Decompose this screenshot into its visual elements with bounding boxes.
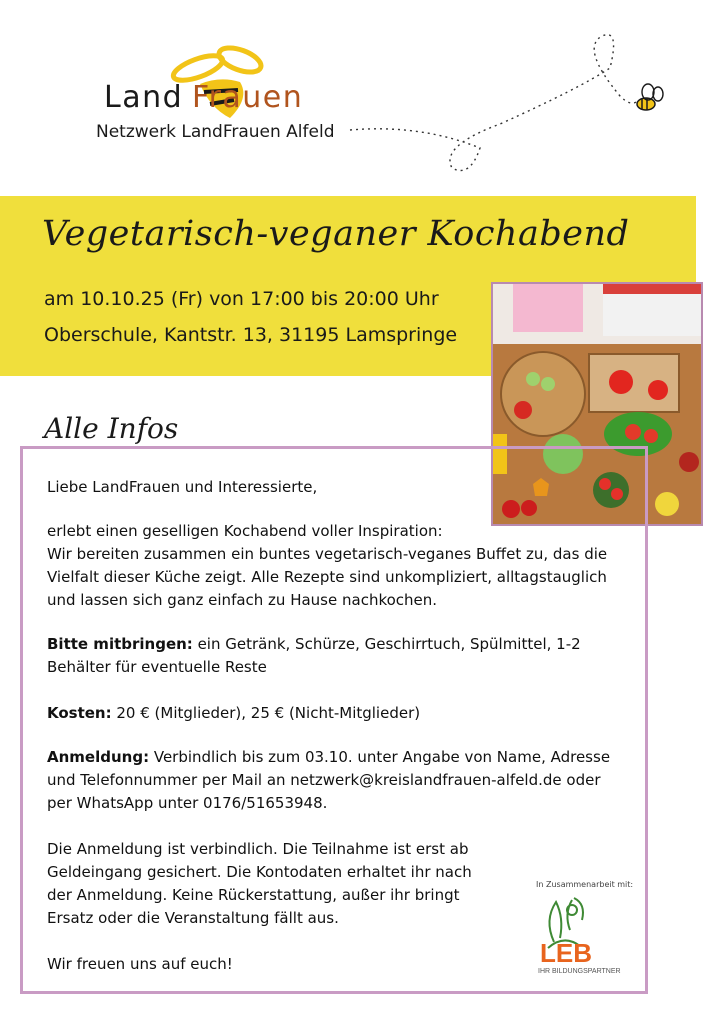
terms-line: Die Anmeldung ist verbindlich. Die Teilnahme ist erst ab (47, 840, 469, 858)
intro-line: Wir bereiten zusammen ein buntes vegetarisch-veganes Buffet zu, das die (47, 545, 608, 563)
closing-line: Wir freuen uns auf euch! (47, 955, 233, 973)
registration-text: per WhatsApp unter 0176/51653948. (47, 794, 328, 812)
leb-name: LEB (540, 938, 592, 968)
leb-tagline: IHR BILDUNGSPARTNER (538, 968, 621, 975)
intro-line: Vielfalt dieser Küche zeigt. Alle Rezepte sind unkompliziert, alltagstauglich (47, 568, 607, 586)
bring-text: Behälter für eventuelle Reste (47, 658, 267, 676)
terms-line: Geldeingang gesichert. Die Kontodaten erhaltet ihr nach (47, 863, 472, 881)
bring-paragraph (47, 633, 581, 655)
event-location: Oberschule, Kantstr. 13, 31195 Lamspringe (44, 324, 458, 346)
event-date: am 10.10.25 (Fr) von 17:00 bis 20:00 Uhr (44, 288, 439, 310)
cost-paragraph (47, 702, 420, 724)
registration-label: Anmeldung: (47, 748, 150, 766)
cost-text: 20 € (Mitglieder), 25 € (Nicht-Mitglieder) (111, 704, 421, 722)
bee-flight-path (340, 28, 680, 188)
info-heading: Alle Infos (44, 412, 179, 445)
small-bee-icon (637, 84, 663, 110)
leb-logo (534, 890, 626, 976)
bring-text: ein Getränk, Schürze, Geschirrtuch, Spülmittel, 1-2 (192, 635, 581, 653)
event-title: Vegetarisch-veganer Kochabend (42, 214, 630, 254)
bring-label: Bitte mitbringen: (47, 635, 193, 653)
registration-text: Verbindlich bis zum 03.10. unter Angabe von Name, Adresse (149, 748, 611, 766)
terms-line: Ersatz oder die Veranstaltung fällt aus. (47, 909, 339, 927)
intro-line: erlebt einen geselligen Kochabend voller Inspiration: (47, 522, 443, 540)
registration-paragraph (47, 746, 610, 768)
greeting: Liebe LandFrauen und Interessierte, (47, 478, 318, 496)
registration-text: und Telefonnummer per Mail an netzwerk@kreislandfrauen-alfeld.de oder (47, 771, 601, 789)
logo-word-frauen: Frauen (192, 80, 304, 115)
partner-caption: In Zusammenarbeit mit: (536, 880, 634, 889)
logo-subtitle: Netzwerk LandFrauen Alfeld (96, 122, 335, 142)
terms-line: der Anmeldung. Keine Rückerstattung, außer ihr bringt (47, 886, 460, 904)
cost-label: Kosten: (47, 704, 112, 722)
intro-line: und lassen sich ganz einfach zu Hause nachkochen. (47, 591, 438, 609)
logo-word-land: Land (104, 80, 184, 115)
